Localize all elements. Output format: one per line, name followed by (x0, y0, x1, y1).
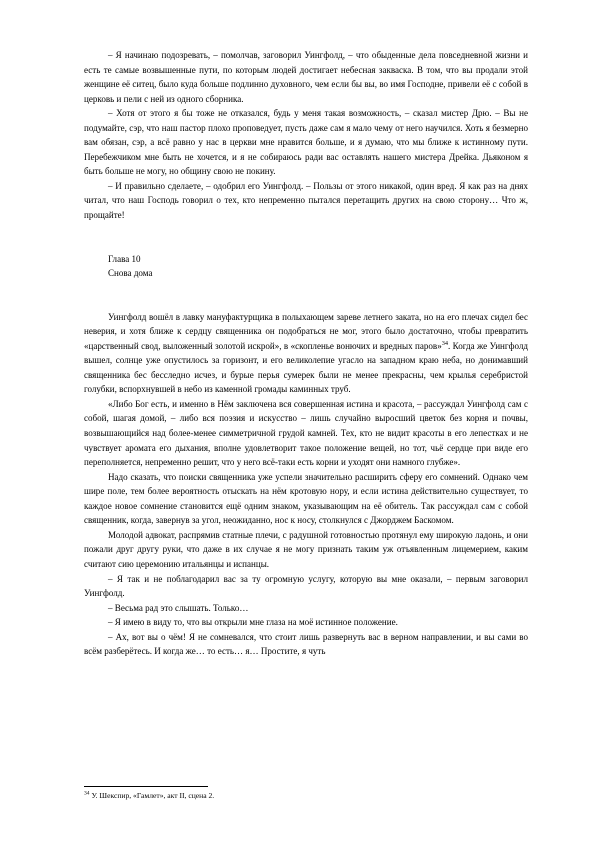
footnote-reference-marker[interactable]: 34 (441, 339, 449, 347)
chapter-spacer-bottom (84, 281, 528, 310)
page-body (84, 48, 528, 659)
paragraph: – Весьма рад это слышать. Только… (108, 602, 249, 613)
paragraph: – Я имею в виду то, что вы открыли мне глаза на моё истинное положение. (108, 617, 398, 628)
paragraph: – Я так и не поблагодарил вас за ту огромную услугу, которую вы мне оказали, – первым заговорил Уингфолд. (84, 573, 528, 599)
chapter-number: Глава 10 (108, 253, 141, 264)
paragraph: «Либо Бог есть, и именно в Нём заключена вся совершенная истина и красота, – рассуждал Уингфолд сам с собой, шагая домой, – либо вся поэзия и искусство – лишь случайно выросший цветок без корня и почвы, возвышающийся над более-менее симметричной грудой камней. Тех, кто не видит красоты в его лепестках и не чувствует аромата его дыхания, вполне удовлетворит такое положение вещей, но тот, чьё сердце при виде его переполняется, непременно решит, что у него всё-таки есть корни и уходят они намного глубже». (84, 398, 528, 468)
paragraph: – Я начинаю подозревать, – помолчав, заговорил Уингфолд, – что обыденные дела повседневной жизни и есть те самые возвышенные пути, по которым людей достигает небесная закваска. В том, что вы продали этой женщине её ситец, было куда больше подлинно духовного, чем если бы вы, во имя Господне, привели её с собой в церковь и пели с ней из одного сборника. (84, 50, 528, 104)
footnote-citation-text: У. Шекспир, «Гамлет», акт II, сцена 2. (89, 791, 215, 800)
paragraph: – Хотя от этого я бы тоже не отказался, будь у меня такая возможность, – сказал мистер Дрю. – Вы не подумайте, сэр, что наш пастор плохо проповедует, пусть даже сам я мало чему от него научился. Хоть я безмерно вам обязан, сэр, а всё равно у нас в церкви мне нравится больше, и я думаю, что мы ближе к истинному пути. Перебежчиком мне быть не хочется, и я не собираюсь ради вас оставлять нашего мистера Дрейка. Дьяконом я быть больше не могу, но общину свою не покину. (84, 108, 528, 177)
chapter-spacer-top (84, 223, 528, 238)
footnote-number: 34 (84, 790, 90, 797)
chapter-heading (84, 252, 528, 281)
paragraph-text-after-ref: . Когда же Уингфолд вышел, солнце уже опустилось за горизонт, и его великолепие угасло на западном краю неба, но донимавший священника бес бесследно исчез, и бурые перья сумерек были не менее прекрасны, чем крылья серебристой голубки, вспорхнувшей в небо из каменной громады каминных труб. (84, 340, 528, 395)
footnote-area (84, 786, 528, 802)
paragraph: – И правильно сделаете, – одобрил его Уингфолд. – Пользы от этого никакой, один вред. Я как раз на днях читал, что наш Господь говорил о тех, кто непременно пытался перетащить других на свою сторону… Что ж, прощайте! (84, 180, 528, 221)
footnote-separator-rule (84, 786, 208, 787)
chapter-title: Снова дома (108, 268, 153, 279)
paragraph-with-footnote-ref (84, 310, 528, 397)
footnote-entry (84, 791, 528, 802)
paragraph: Надо сказать, что поиски священника уже успели значительно расширить сферу его сомнений. Однако чем шире поле, тем более вероятность отыскать на нём кротовую нору, и если истина действительно существует, то каждое новое сомнение становится ещё одним знаком, указывающим на её обитель. Так рассуждал сам с собой священник, когда, завернув за угол, неожиданно, нос к носу, столкнулся с Джорджем Баскомом. (84, 471, 528, 526)
paragraph-text-before-ref: Уингфолд вошёл в лавку мануфактурщика в полыхающем зареве летнего заката, но на его плечах сидел бес неверия, и хотя ближе к сердцу священника он подобраться не мог, этого было достаточно, чтобы превратить «царственный свод, выложенный золотой искрой», в «скопленье вонючих и вредных паров» (84, 311, 528, 351)
paragraph: Молодой адвокат, распрямив статные плечи, с радушной готовностью протянул ему широкую ладонь, и они пожали друг другу руки, что даже в их случае я не могу признать таким уж отъявленным лицемерием, каким считают сию церемонию итальянцы и испанцы. (84, 529, 528, 569)
paragraph: – Ах, вот вы о чём! Я не сомневался, что стоит лишь развернуть вас в верном направлении, и вы сами во всём разберётесь. И когда же… то есть… я… Простите, я чуть (84, 631, 528, 657)
